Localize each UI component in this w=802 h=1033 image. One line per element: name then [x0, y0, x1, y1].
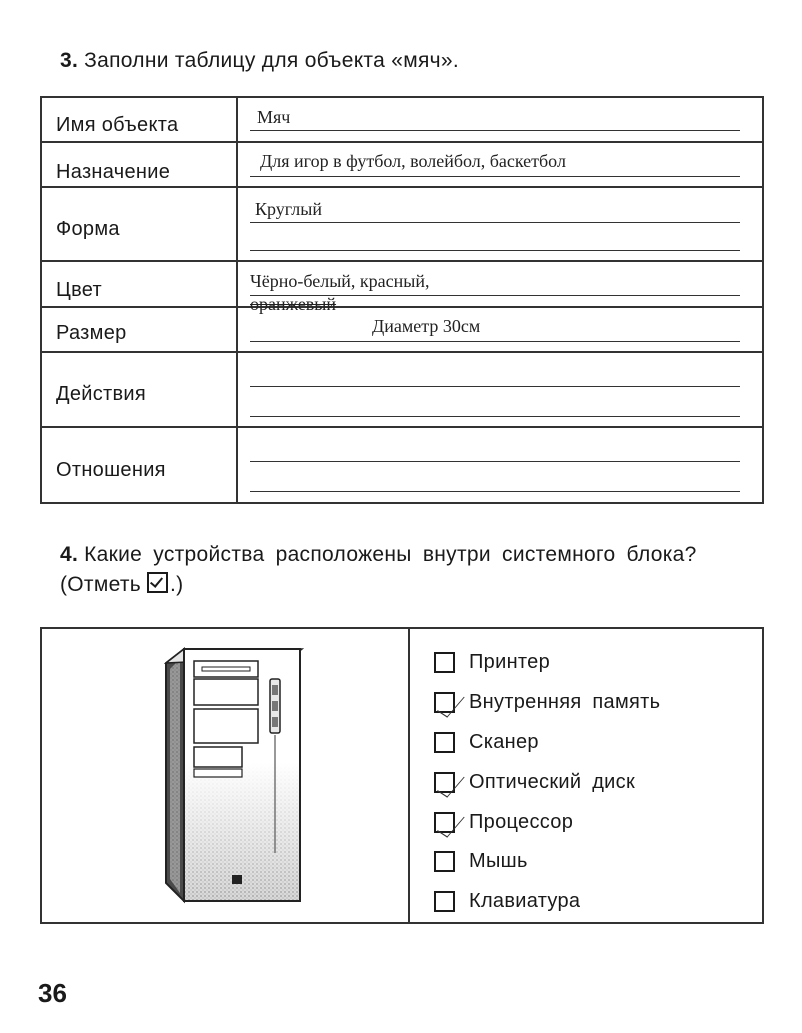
task-4-heading [60, 540, 780, 600]
answer-text[interactable]: Мяч [257, 107, 291, 127]
option-label: Оптический диск [469, 770, 636, 793]
table-row [42, 143, 762, 188]
answer-text[interactable]: Для игор в футбол, волейбол, баскетбол [260, 151, 566, 171]
page-number: 36 [38, 978, 67, 1008]
object-properties-table [40, 96, 764, 504]
answer-line[interactable] [250, 491, 740, 492]
row-label: Отношения [56, 459, 166, 481]
answer-text[interactable]: Чёрно-белый, красный, [250, 271, 430, 291]
devices-box [40, 627, 764, 924]
answer-line [250, 222, 740, 223]
system-unit-icon [164, 643, 304, 905]
checkbox[interactable] [434, 891, 455, 912]
option-label: Сканер [469, 730, 539, 753]
option-keyboard[interactable] [434, 887, 580, 915]
option-label: Процессор [469, 810, 574, 833]
table-row [42, 428, 762, 502]
table-row [42, 353, 762, 428]
task-4-number: 4. [60, 543, 79, 566]
checked-box-icon [147, 572, 168, 593]
answer-overflow-text: оранжевый [250, 294, 337, 314]
option-processor[interactable] [434, 808, 573, 836]
checkbox[interactable] [434, 732, 455, 753]
row-label: Размер [56, 322, 127, 344]
row-label: Имя объекта [56, 114, 179, 136]
table-row [42, 98, 762, 143]
answer-line [250, 250, 740, 251]
option-printer[interactable] [434, 648, 550, 676]
option-scanner[interactable] [434, 728, 539, 756]
option-label: Внутренняя память [469, 690, 661, 713]
task-3-heading [60, 46, 459, 76]
answer-line[interactable] [250, 386, 740, 387]
answer-line [250, 130, 740, 131]
table-row [42, 262, 762, 314]
option-label: Мышь [469, 849, 528, 872]
answer-line [250, 176, 740, 177]
checkbox[interactable] [434, 851, 455, 872]
row-label: Форма [56, 218, 120, 240]
option-optical-disk[interactable] [434, 768, 635, 796]
option-mouse[interactable] [434, 847, 528, 875]
checkbox-checked[interactable] [434, 812, 455, 833]
answer-line [250, 341, 740, 342]
option-label: Клавиатура [469, 889, 581, 912]
table-row [42, 188, 762, 262]
task-3-text: Заполни таблицу для объекта «мяч». [84, 49, 459, 72]
hint-close: .) [170, 573, 184, 596]
checkbox[interactable] [434, 652, 455, 673]
task-4-hint [60, 570, 780, 600]
table-row [42, 308, 762, 353]
checkbox-checked[interactable] [434, 772, 455, 793]
option-label: Принтер [469, 650, 550, 673]
answer-line[interactable] [250, 461, 740, 462]
row-label: Действия [56, 383, 147, 405]
task-3-number: 3. [60, 49, 79, 72]
hint-open: (Отметь [60, 573, 142, 596]
row-label: Цвет [56, 279, 103, 301]
answer-line[interactable] [250, 416, 740, 417]
option-internal-memory[interactable] [434, 688, 660, 716]
checkbox-checked[interactable] [434, 692, 455, 713]
row-label: Назначение [56, 161, 171, 183]
answer-text[interactable]: Диаметр 30см [372, 316, 481, 336]
answer-text[interactable]: Круглый [255, 199, 322, 219]
task-4-text: Какие устройства расположены внутри системного блока? [84, 543, 697, 566]
